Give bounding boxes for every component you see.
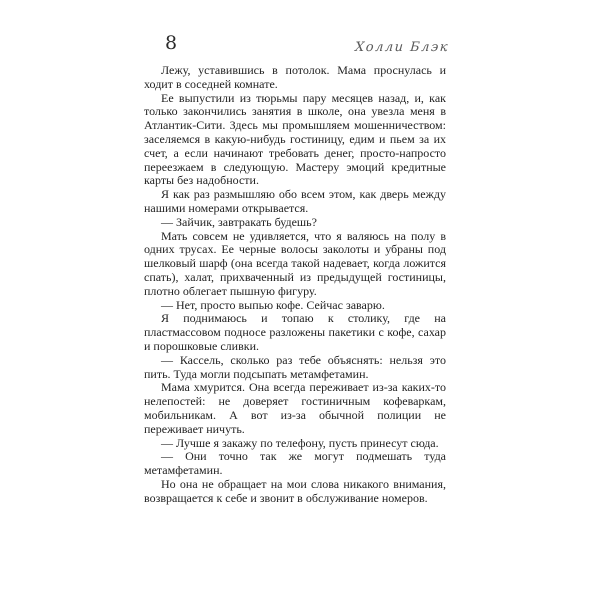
paragraph-dialogue: — Зайчик, завтракать будешь? xyxy=(161,214,317,229)
page-body xyxy=(144,64,446,506)
paragraph: Я поднимаюсь и топаю к столику, где на пластмассовом подносе разложены пакетики с кофе, сахар и порошковые сливки. xyxy=(144,311,446,353)
paragraph: Ее выпустили из тюрьмы пару месяцев назад, и, как только закончились занятия в школе, она увезла меня в Атлантик-Сити. Здесь мы промышляем мошенничеством: заселяемся в какую-нибудь гостиницу, едим и пьем за их счет, а если начинают требовать денег, просто-напросто переезжаем в следующую. Мастеру эмоций кредитные карты без надобности. xyxy=(144,90,446,188)
paragraph: Я как раз размышляю обо всем этом, как дверь между нашими номерами открывается. xyxy=(144,187,446,215)
paragraph-dialogue: — Кассель, сколько раз тебе объяснять: нельзя это пить. Туда могли подсыпать метамфетамин. xyxy=(144,352,446,381)
paragraph-dialogue: — Лучше я закажу по телефону, пусть принесут сюда. xyxy=(161,435,439,450)
paragraph-dialogue: — Они точно так же могут подмешать туда метамфетамин. xyxy=(144,449,446,478)
paragraph: Лежу, уставившись в потолок. Мама проснулась и ходит в соседней комнате. xyxy=(144,63,446,91)
page-number: 8 xyxy=(165,32,178,54)
paragraph: Мать совсем не удивляется, что я валяюсь на полу в одних трусах. Ее черные волосы заколоты и убраны под шелковый шарф (она всегда такой надевает, когда ложится спать), халат, прихваченный из предыдущей гостиницы, плотно облегает пышную фигуру. xyxy=(144,228,446,298)
paragraph-dialogue: — Нет, просто выпью кофе. Сейчас заварю. xyxy=(161,297,385,312)
paragraph: Мама хмурится. Она всегда переживает из-за каких-то нелепостей: не доверяет гостиничным кофеваркам, мобильникам. А вот из-за обычной полиции не переживает ничуть. xyxy=(144,380,446,436)
running-header-author: Холли Блэк xyxy=(354,40,450,55)
paragraph: Но она не обращает на мои слова никакого внимания, возвращается к себе и звонит в обслуживание номеров. xyxy=(144,476,446,505)
